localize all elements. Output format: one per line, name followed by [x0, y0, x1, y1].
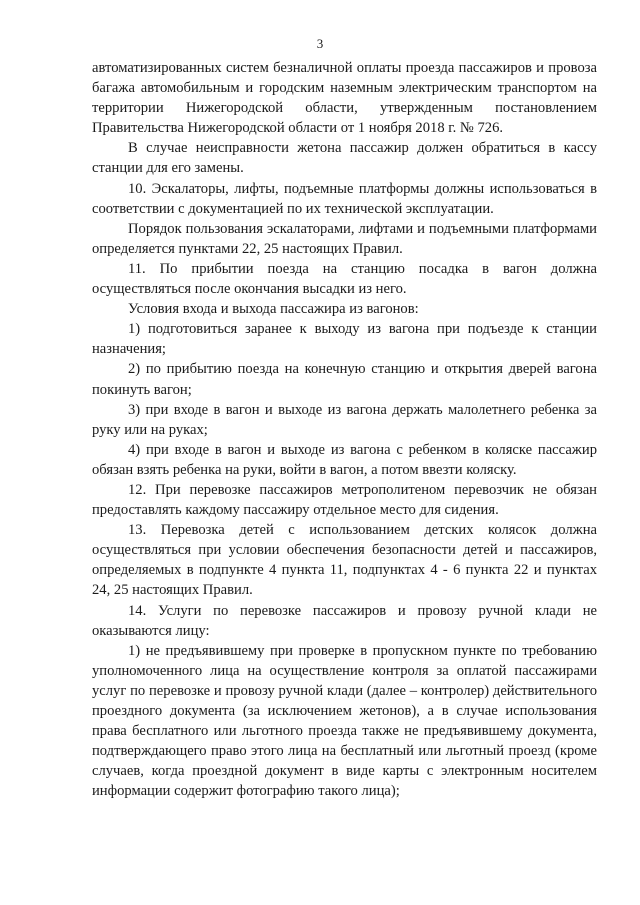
paragraph: 2) по прибытию поезда на конечную станцию и открытия дверей вагона покинуть вагон; — [92, 361, 597, 398]
paragraph: 11. По прибытии поезда на станцию посадка в вагон должна осуществляться после окончания высадки из него. — [92, 260, 597, 298]
paragraph: Условия входа и выхода пассажира из вагонов: — [128, 301, 419, 318]
paragraph: 4) при входе в вагон и выходе из вагона с ребенком в коляске пассажир обязан взять ребенка на руки, войти в вагон, а потом ввезти коляску. — [92, 441, 597, 478]
paragraph: автоматизированных систем безналичной оплаты проезда пассажиров и провоза багажа автомобильным и городским наземным электрическим транспортом на территории Нижегородской области, утвержденным постановлением Правительства Нижегородской области от 1 ноября 2018 г. № 726. — [92, 60, 597, 137]
paragraph: В случае неисправности жетона пассажир должен обратиться в кассу станции для его замены. — [92, 140, 597, 177]
paragraph: Порядок пользования эскалаторами, лифтами и подъемными платформами определяется пунктами 22, 25 настоящих Правил. — [92, 220, 597, 257]
paragraph: 12. При перевозке пассажиров метрополитеном перевозчик не обязан предоставлять каждому пассажиру отдельное место для сидения. — [92, 481, 597, 519]
paragraph: 3) при входе в вагон и выходе из вагона держать малолетнего ребенка за руку или на руках; — [92, 401, 597, 438]
paragraph: 1) не предъявившему при проверке в пропускном пункте по требованию уполномоченного лица на осуществление контроля за оплатой пассажирами услуг по перевозке и провозу ручной клади (далее – контролер) действительного проездного документа (за исключением жетонов), а в случае использования права бесплатного или льготного проезда также не предъявившему документа, подтверждающего право этого лица на бесплатный или льготный проезд (кроме случаев, когда проездной документ в виде карты с электронным носителем информации содержит фотографию такого лица); — [92, 642, 597, 800]
paragraph: 10. Эскалаторы, лифты, подъемные платформы должны использоваться в соответствии с документацией по их технической эксплуатации. — [92, 180, 597, 217]
paragraph: 1) подготовиться заранее к выходу из вагона при подъезде к станции назначения; — [92, 321, 597, 358]
paragraph: 14. Услуги по перевозке пассажиров и провозу ручной клади не оказываются лицу: — [92, 602, 597, 639]
document-body — [92, 58, 597, 801]
paragraph: 13. Перевозка детей с использованием детских колясок должна осуществляться при условии обеспечения безопасности детей и пассажиров, определяемых в подпункте 4 пункта 11, подпунктах 4 - 6 пункта 22 и пунктах 24, 25 настоящих Правил. — [92, 522, 597, 599]
page-number: 3 — [316, 36, 324, 51]
